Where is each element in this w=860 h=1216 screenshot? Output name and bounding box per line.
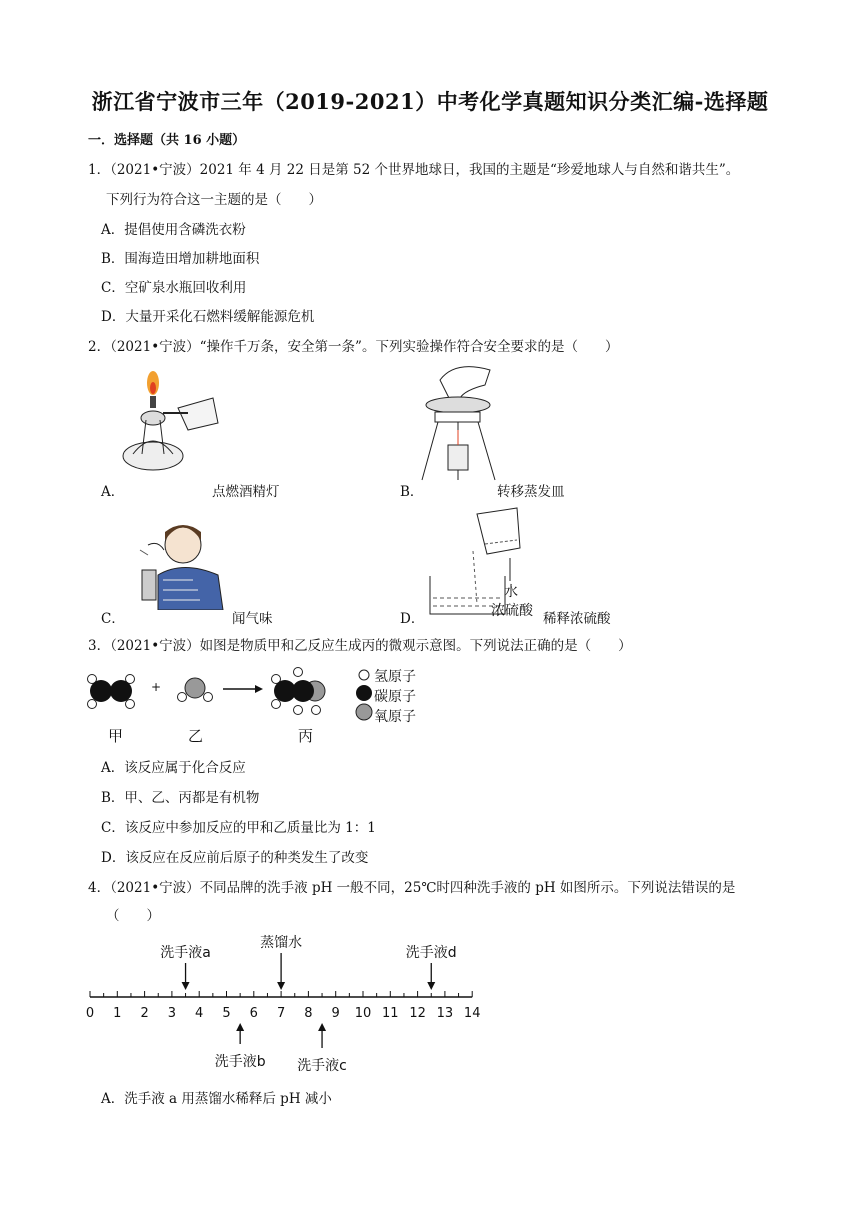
page-title: 浙江省宁波市三年（2019-2021）中考化学真题知识分类汇编-选择题	[91, 89, 769, 114]
ph-tick-label: 0	[85, 1006, 95, 1021]
legend-oxygen-label: 氧原子	[374, 709, 416, 725]
q2-option-a-letter: A．	[101, 484, 125, 500]
label-bing: 丙	[298, 727, 314, 745]
molecule-jia	[88, 675, 135, 709]
ph-tick-label: 9	[331, 1006, 340, 1021]
q3-option-b: B．甲、乙、丙都是有机物	[101, 790, 260, 806]
q2-option-c-caption: 闻气味	[232, 611, 273, 627]
reaction-arrow	[223, 685, 263, 693]
ph-tick-label: 4	[195, 1006, 204, 1021]
ph-marker-label-above: 蒸馏水	[260, 935, 303, 951]
ph-tick-label: 6	[249, 1006, 258, 1021]
ph-tick-label: 8	[304, 1006, 313, 1021]
ph-tick-label: 1	[113, 1006, 122, 1021]
dilute-acid-figure	[425, 506, 555, 621]
ph-marker-arrow-head	[318, 1023, 326, 1031]
ph-tick-label: 11	[382, 1006, 399, 1021]
ph-tick-label: 14	[463, 1006, 481, 1021]
legend-oxygen-swatch	[356, 704, 372, 720]
ph-marker-arrow-head	[236, 1023, 244, 1031]
q4-option-a: A．洗手液 a 用蒸馏水稀释后 pH 减小	[101, 1091, 332, 1107]
q2-label-water: 水	[504, 584, 518, 600]
ph-marker-arrow-head	[427, 982, 435, 990]
ph-marker-label-below: 洗手液b	[214, 1054, 266, 1070]
legend-hydrogen-swatch	[359, 670, 369, 680]
ph-marker-label-below: 洗手液c	[297, 1058, 347, 1074]
q3-stem: 3．（2021•宁波）如图是物质甲和乙反应生成丙的微观示意图。下列说法正确的是（ ）	[88, 638, 632, 654]
ph-scale-diagram	[80, 930, 500, 1080]
molecule-yi	[178, 678, 213, 702]
q3-plus-sign: +	[151, 680, 162, 694]
label-yi: 乙	[188, 727, 204, 745]
ph-marker-label-above: 洗手液a	[160, 945, 211, 961]
ph-tick-label: 2	[140, 1006, 149, 1021]
legend-hydrogen-label: 氢原子	[374, 669, 416, 685]
q1-option-a: A．提倡使用含磷洗衣粉	[101, 222, 246, 238]
evaporating-dish-figure	[410, 360, 510, 490]
q2-option-d-caption: 稀释浓硫酸	[543, 611, 611, 627]
q3-option-d: D．该反应在反应前后原子的种类发生了改变	[101, 850, 369, 866]
q4-stem-line1: 4．（2021•宁波）不同品牌的洗手液 pH 一般不同，25℃时四种洗手液的 pH 如图所示。下列说法错误的是	[88, 880, 736, 896]
q4-stem-line2: （ ）	[106, 908, 160, 924]
section-heading: 一．选择题（共 16 小题）	[88, 133, 246, 148]
q1-stem-line1: 1．（2021•宁波）2021 年 4 月 22 日是第 52 个世界地球日，我国的主题是“珍爱地球人与自然和谐共生”。	[88, 162, 740, 178]
q2-option-a-caption: 点燃酒精灯	[212, 484, 280, 500]
legend-carbon-label: 碳原子	[374, 689, 416, 705]
alcohol-lamp-figure	[118, 368, 228, 486]
q2-label-acid: 浓硫酸	[491, 603, 533, 619]
q2-option-b-caption: 转移蒸发皿	[497, 484, 565, 500]
ph-tick-label: 10	[354, 1006, 372, 1021]
ph-tick-label: 7	[276, 1006, 286, 1021]
legend-carbon-swatch	[356, 685, 372, 701]
q2-option-d-letter: D．	[400, 611, 425, 627]
q1-option-b: B．围海造田增加耕地面积	[101, 251, 260, 267]
q1-stem-line2: 下列行为符合这一主题的是（ ）	[106, 192, 322, 208]
q1-option-c: C．空矿泉水瓶回收利用	[101, 280, 247, 296]
ph-marker-arrow-head	[277, 982, 285, 990]
label-jia: 甲	[108, 727, 124, 745]
ph-marker-arrow-head	[182, 982, 190, 990]
q1-option-d: D．大量开采化石燃料缓解能源危机	[101, 309, 315, 325]
molecule-bing	[272, 668, 326, 715]
ph-tick-label: 5	[222, 1006, 231, 1021]
ph-tick-label: 13	[436, 1006, 454, 1021]
q2-option-c-letter: C．	[101, 611, 125, 627]
ph-marker-label-above: 洗手液d	[405, 945, 457, 961]
smelling-figure	[128, 510, 228, 610]
ph-tick-label: 3	[167, 1006, 177, 1021]
q2-option-b-letter: B．	[400, 484, 424, 500]
q2-stem: 2．（2021•宁波）“操作千万条，安全第一条”。下列实验操作符合安全要求的是（ ）	[88, 339, 619, 355]
ph-tick-label: 12	[409, 1006, 426, 1021]
q3-option-a: A．该反应属于化合反应	[101, 760, 246, 776]
q3-option-c: C．该反应中参加反应的甲和乙质量比为 1：1	[101, 820, 376, 836]
